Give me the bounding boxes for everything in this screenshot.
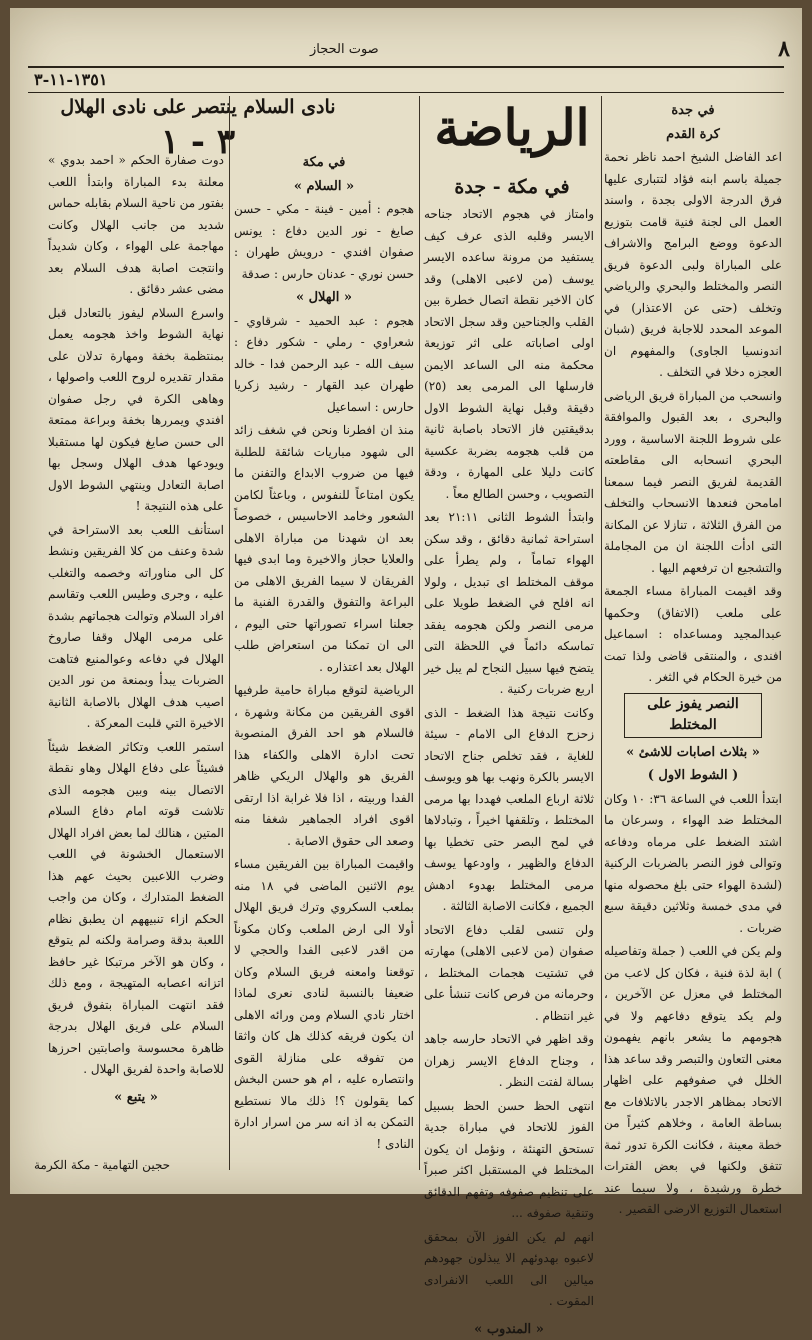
half-heading: ( الشوط الاول ) [604,765,782,787]
paragraph: وكانت نتيجة هذا الضغط - الذى زحزح الدفاع الى الامام - سيئة للغاية ، فقد تخلص جناح الاتحاد الايسر بالكرة ونهب بها هو ويوسف ثلاثة ارباع الملعب فهددا بها مرمى المختلط ، وتلقفها اخيراً ، وتبادلاها في لمح البصر حتى تخطيا بها الدفاع والظهير ، واودعها يوسف مرمى المختلط بهدوء ادهش الجميع ، فكانت الاصابة الثالثة . [424,703,594,918]
continued-mark: « يتبع » [48,1087,224,1109]
paragraph: استأنف اللعب بعد الاستراحة في شدة وعنف من كلا الفريقين ونشط كل الى مناوراته وخصمه والتغلب عليه ، وجرى وطيس اللعب وتقاسم افراد السلام وتوالت هجماتهم بشدة على مرمى الهلال وقفا صاروخ الهلال في دفاعه وعوالمنيع فتاهت الضربات يبدأ وبمنعة من نور الدين اصيب هدف الهلال بالاصابة الثانية الاخيرة التي قلبت المعركة . [48,520,224,735]
match-headline: النصر يفوز على المختلط [624,693,762,738]
paragraph: الرياضية لتوقع مباراة حامية طرفيها اقوى الفريقين من مكانة وشهرة ، فالسلام هو احد الفرق المنصوبة تحت ادارة الاهلى والكفاء هذا الفريق هو والهلال الريكي ظاهر الفدا وربيته ، اذا فلا غرابة اذا ارتقى اقوى افراد الجماهير شغفا منه وصعد الى حقوق الاصابة . [234,680,414,852]
column-heading: في مكة [234,152,414,174]
paragraph: وابتدأ الشوط الثانى ٢١:١١ بعد استراحة ثمانية دقائق ، وقد سكن الهواء تماماً ، ولم يطرأ على موقف المختلط اى تبديل ، ولولا انه افلح في الضغط طويلا على مرمى النصر ولكن هجومه يفقد تماسكه دائماً في اللحظة التى يتضح فيها سبيل النجاح لم يبل خير اربع ضربات ركنية . [424,507,594,701]
team-lineup: هجوم : أمين - فينة - مكي - حسن صايغ - نور الدين دفاع : يونس صفوان افندي - درويش طهران : حسن نوري - عدنان حارس : صدقة [234,199,414,285]
paragraph: دوت صفارة الحكم « احمد بدوي » معلنة بدء المباراة وابتدأ اللعب بفتور من ناحية السلام بقابله حماس شديد من جانب الهلال وكانت مهاجمة على الهواء ، وكان شديداً وانتجت اصابة هدف السلام بعد مضى عشر دقائق . [48,150,224,301]
paragraph: استمر اللعب وتكاثر الضغط شيئاً فشيئاً على دفاع الهلال وهاو نقطة الاتصال بينه وبين هجومه الذى تلاشت قوته امام دفاع السلام المتين ، هنالك لما بعض افراد الهلال الاستعمال الخشونة في اللعب وضرب اللاعبين بحيث عهم هذا الضغط المتدارك ، وكان من واجب الحكم ازاء تنبيههم ان يطبق نظام اللعبة بدقة وصرامة ولكنه لم يتوقع ، وكان هو الآخر مرتبكا غير حافظ اتزانه اعصابه المتهيجة ، ومع ذلك فقد انتهت المباراة بتفوق فريق السلام على فريق الهلال بدرجة ظاهرة محسوسة واصابتين احرزها للاصابة واحدة لفريق الهلال . [48,737,224,1081]
paragraph: ولم يكن في اللعب ( جملة وتفاصيله ) ابة لذة فنية ، فكان كل لاعب من المختلط في معزل عن الآخرين ، ولم يكد يتوقع دفاعهم ولا في هجومهم ما يشعر بانهم يفهمون معنى التعاون والتبصر وقد ساعد هذا الخلل في صفوفهم على اظهار الاتحاد بمظاهر الاجدر بالاتلافات مع بساطة العامة ، وخلاهم كثيراً من خطة معينة ، فكانت الكرة تدور ثمة تتفق ولكنها في بعض الفترات خطرة ورشيدة ، ولا سيما عند استعمال التوزيع الارضى القصير . [604,941,782,1221]
column-mecca [234,150,414,1174]
paragraph: وقد اقيمت المباراة مساء الجمعة على ملعب (الاتفاق) وحكمها عبدالمجيد ومساعداه : اسماعيل افندى ، والمنتقى قاضى ولذا تمت من خيرة الحكام في الثغر . [604,581,782,689]
paragraph: واسرع السلام ليفوز بالتعادل قبل نهاية الشوط واخذ هجومه يعمل بمنتظمة بخفة ومهارة تدلان على مقدار تقديره لروح اللعب واصولها ، وهاهى الكرة في رجل صفوان افندي ويمررها بخفة وبراعة ممتعة الى حسن صايغ فيكون لها مستقبلا ويودعها هدف الهلال وسجل بها اصابة التعادل وينتهي الشوط الاول على هذه النتيجة ! [48,303,224,518]
paragraph: منذ ان افطرنا ونحن في شغف زائد الى شهود مباريات شائقة للطلبة فيها من ضروب الابداع والتفنن ما يكون امتاعاً للنفوس ، وباعثاً لكامن الشعور وخامد الاحاسيس ، خصوصاً بعد ان شهدنا من مباراة الاهلى والعلايا حجاز والاخيرة وما ابدى فيها الفريقان لا سيما الفريق الاهلى من البراعة والتفوق والقدرة الفنية ما جعلنا اسراء تصوراتها حتى اليوم ، الى ان تمكنا من استعراض طلب الهلال بعد اعتذاره . [234,420,414,678]
section-title: الرياضة [432,98,592,158]
paragraph: اعد الفاضل الشيخ احمد ناظر نحمة جميلة باسم ابنه فؤاد لتتبارى عليها فرق الدرجة الاولى بجدة ، واسند العمل الى لجنة فنية قامت بتوزيع الدعوة ووضع البرامج والاشراف على المباراة ولبى الدعوة فريق النصر والمختلط والبحري والرياضي وتخلف (حتى عن الاعتذار) في الموعد المحدد للاجابة فريق (شبان اندونسيا الجاوى) والمفهوم ان العجزه دخلا في التخلف . [604,147,782,384]
section-subtitle: في مكة - جدة [432,176,592,198]
column-divider [419,96,420,1170]
column-match-continued [48,150,224,1174]
team-name: « السلام » [234,176,414,198]
article-score: ٣ - ١ [34,122,362,162]
column-jeddah [604,98,782,1174]
team-name: « الهلال » [234,287,414,309]
paragraph: ابتدأ اللعب في الساعة ٣٦: ١٠ وكان المختلط ضد الهواء ، وسرعان ما اشتد الضغط على مرماه ودفاعه وتوالى فوز النصر بالضربات الركنية (لشدة الهواء حتى بلغ محصوله منها في مدى خمسة وثلاثين دقيقة سبع ضربات . [604,789,782,940]
masthead: صوت الحجاز [310,42,379,57]
newspaper-page [10,8,802,1194]
paragraph: وامتاز في هجوم الاتحاد جناحه الايسر وقلبه الذى عرف كيف يستفيد من مرونة ساعده الايسر يوسف (من لاعبى الاهلى) وقد كان الاخير نقطة اتصال خطرة بين القلب والجناحين وقد سجل الاتحاد اولى اصاباته على اثر توزيعة محكمة منه الى الساعد الايمن فارسلها الى المرمى بعد (٢٥) دقيقة وقبل نهاية الشوط الاول بدقيقتين فاز الاتحاد باصابة ثانية من قلب هجومه بضربة عكسية كانت دليلا على المهارة ، ودقة التصويب ، وحسن الطالع معاً . [424,204,594,505]
paragraph: وقد اظهر في الاتحاد حارسه جاهد ، وجناح الدفاع الايسر زهران بسالة لفتت النظر . [424,1029,594,1094]
column-divider [229,96,230,1170]
paragraph: واقيمت المباراة بين الفريقين مساء يوم الاثنين الماضى في ١٨ منه بملعب السكروي وترك فريق الهلال أولا الى ارض الملعب وكان مكوناً من اقدر لاعبى الفدا والحجي لا توقعنا وامعنه فريق السلام وكان ضعيفا بالنسبة لنادى نعرى لماذا اختار نادي السلام ومن ورائه الاهلى ان يكون فريقه كذلك هل كان واثقا من تفوقه على منازلة القوى وانتصاره عليه ، ام هو حسن البخش كما يقولون ؟! ذلك مالا نستطيع التمكن به اذ انه سر من اسرار ادارة النادى ! [234,854,414,1155]
printer-imprint: حجين التهامية - مكة الكرمة [34,1158,170,1172]
header-rule [28,66,784,68]
match-score-line: « بثلاث اصابات للاشئ » [604,742,782,764]
column-match-report [424,204,594,1174]
paragraph: وانسحب من المباراة فريق الرياضى والبحرى ، بعد القبول والموافقة على شروط اللجنة الاساسية ، وورد البحري انسحابه الى مقاطعته القديمة لفريق النصر فيما سمعنا امامحن فنعدها الانسحاب والتخلف من الفرق الثلاثة ، تنازلا عن المكانة التى ادأت اللجنة ان من المجاملة والتشجيع ان ترفعهم اليها . [604,386,782,580]
paragraph: انتهى الحظ حسن الحظ بسبيل الفوز للاتحاد في مباراة جدية تستحق التهنئة ، ونؤمل ان يكون المختلط في المستقبل اكثر صبراً على تنظيم صفوفه وتفهم الدقائق وتنقية صفوفه ... [424,1096,594,1225]
column-subheading: كرة القدم [604,124,782,146]
paragraph: ولن تنسى لقلب دفاع الاتحاد صفوان (من لاعبى الاهلى) مهارته في تشتيت هجمات المختلط ، وحرمانه من فرص كانت تنشأ على غير انتظام . [424,920,594,1028]
header-rule-thin [28,92,784,93]
paragraph: انهم لم يكن الفوز الآن بمحقق لاعبوه بهدوئهم الا يبذلون جهودهم ميالين الى اللعب الانفرادى المقوت . [424,1227,594,1313]
issue-date: ١٣٥١-١١-٣ [34,70,107,89]
page-number: ٨ [778,36,790,62]
team-lineup: هجوم : عبد الحميد - شرقاوي - شعراوي - رملي - شكور دفاع : سيف الله - عبد الرحمن فدا - خالد طهران عبد القهار - رشيد زكريا حارس : اسماعيل [234,311,414,419]
article-headline: نادى السلام ينتصر على نادى الهلال [34,96,362,118]
column-divider [601,96,602,1170]
column-heading: في جدة [604,100,782,122]
signature: « المندوب » [424,1319,594,1340]
